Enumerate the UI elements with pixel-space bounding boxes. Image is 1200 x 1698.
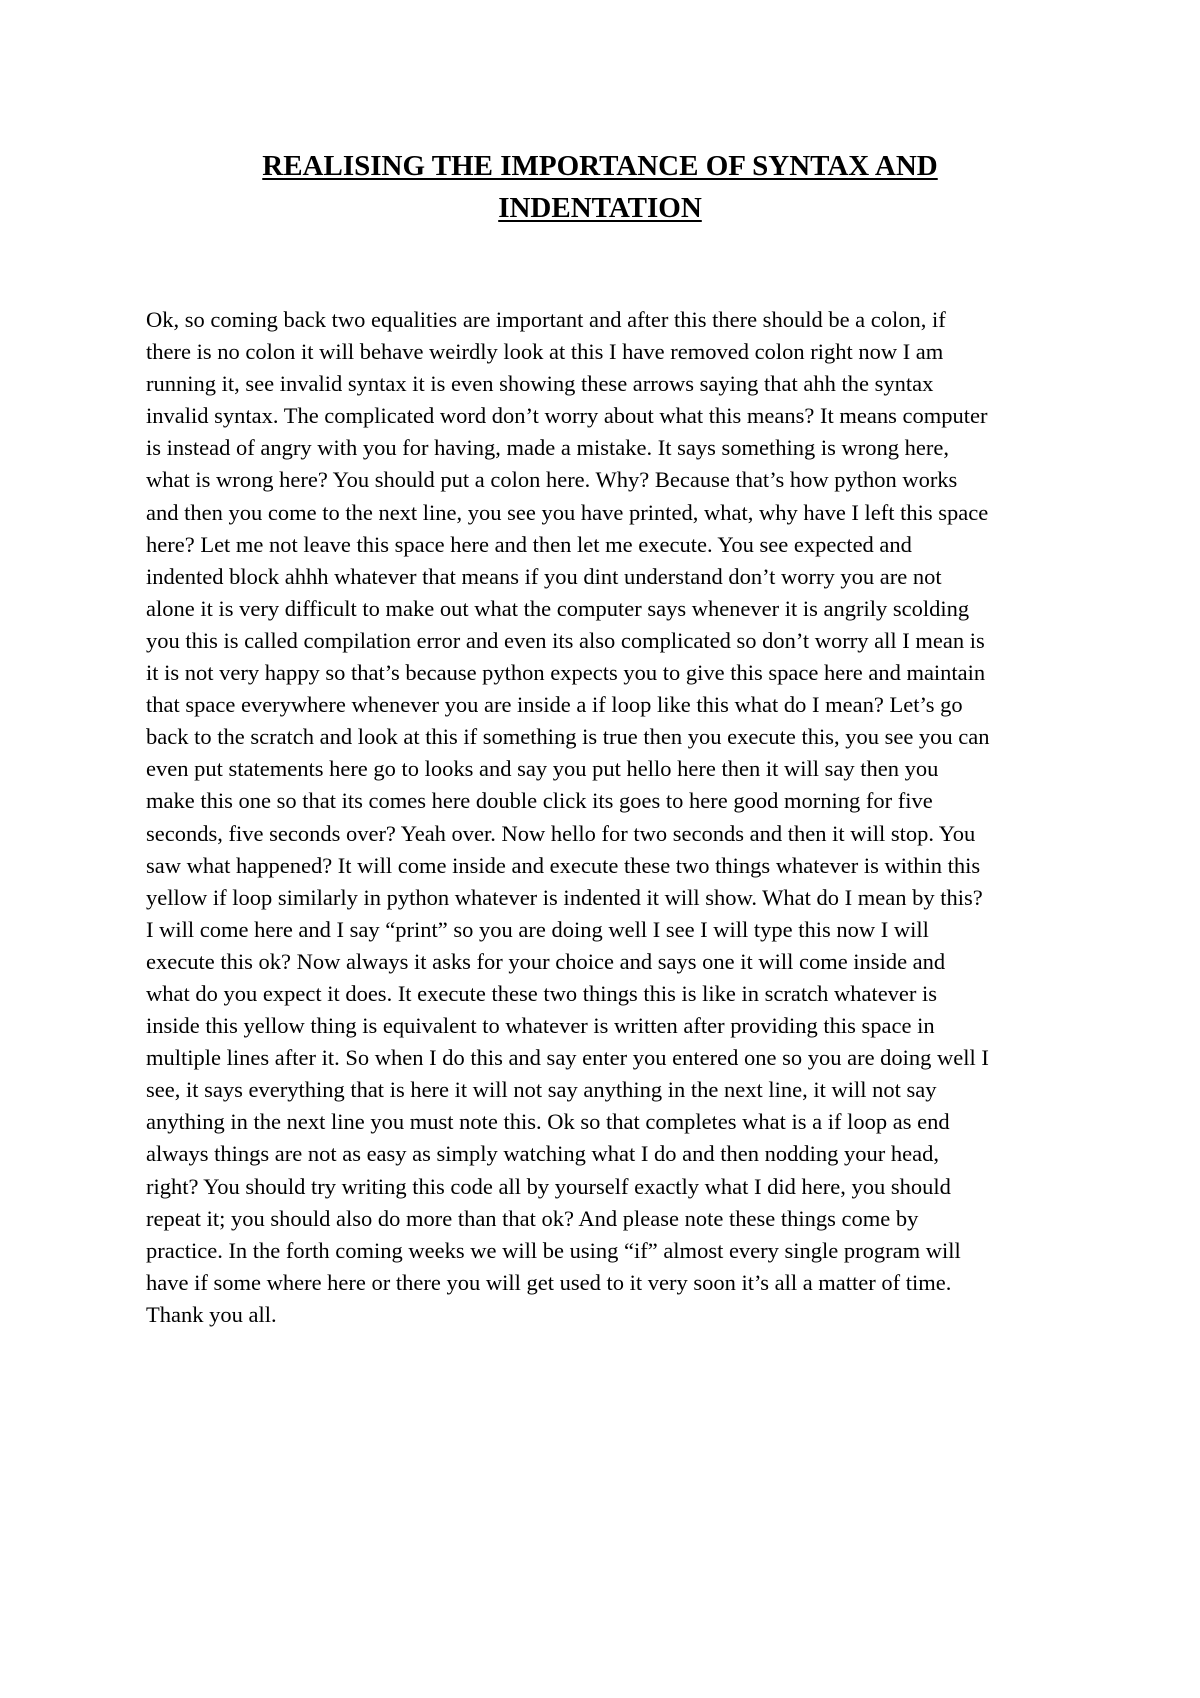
paragraph-line: is instead of angry with you for having, made a mistake. It says something is wrong here, (146, 435, 949, 461)
paragraph-line: have if some where here or there you will get used to it very soon it’s all a matter of time. (146, 1269, 952, 1295)
paragraph-line: always things are not as easy as simply watching what I do and then nodding your head, (146, 1141, 939, 1167)
paragraph-line: what do you expect it does. It execute these two things this is like in scratch whatever is (146, 980, 938, 1006)
paragraph-line: multiple lines after it. So when I do this and say enter you entered one so you are doing well I (146, 1045, 989, 1071)
paragraph-line: Thank you all. (146, 1301, 277, 1327)
paragraph-line: inside this yellow thing is equivalent to whatever is written after providing this space in (146, 1013, 935, 1039)
paragraph-line: right? You should try writing this code all by yourself exactly what I did here, you should (146, 1173, 951, 1199)
paragraph-line: alone it is very difficult to make out what the computer says whenever it is angrily scolding (146, 595, 970, 621)
paragraph-line: there is no colon it will behave weirdly look at this I have removed colon right now I am (146, 339, 944, 365)
paragraph-line: even put statements here go to looks and say you put hello here then it will say then you (146, 756, 939, 782)
paragraph-line: anything in the next line you must note this. Ok so that completes what is a if loop as end (146, 1109, 950, 1135)
paragraph-line: here? Let me not leave this space here and then let me execute. You see expected and (146, 531, 912, 557)
paragraph-line: repeat it; you should also do more than that ok? And please note these things come by (146, 1205, 919, 1231)
paragraph-line: and then you come to the next line, you see you have printed, what, why have I left this space (146, 499, 989, 525)
paragraph-line: back to the scratch and look at this if something is true then you execute this, you see you can (146, 724, 990, 750)
paragraph-line: seconds, five seconds over? Yeah over. Now hello for two seconds and then it will stop. You (146, 820, 976, 846)
paragraph-line: Ok, so coming back two equalities are important and after this there should be a colon, if (146, 307, 946, 332)
paragraph-line: practice. In the forth coming weeks we will be using “if” almost every single program will (146, 1237, 961, 1263)
paragraph-line: you this is called compilation error and even its also complicated so don’t worry all I mean is (146, 627, 985, 653)
paragraph-line: that space everywhere whenever you are inside a if loop like this what do I mean? Let’s go (146, 692, 963, 718)
body-paragraph (146, 304, 1076, 1331)
title-line-2: INDENTATION (498, 192, 702, 224)
paragraph-line: see, it says everything that is here it will not say anything in the next line, it will not say (146, 1077, 937, 1103)
page-title (200, 145, 1000, 229)
paragraph-line: running it, see invalid syntax it is even showing these arrows saying that ahh the syntax (146, 371, 934, 397)
paragraph-line: what is wrong here? You should put a colon here. Why? Because that’s how python works (146, 467, 958, 493)
paragraph-line: yellow if loop similarly in python whatever is indented it will show. What do I mean by this? (146, 884, 983, 910)
paragraph-line: invalid syntax. The complicated word don’t worry about what this means? It means computer (146, 403, 988, 429)
title-line-1: REALISING THE IMPORTANCE OF SYNTAX AND (262, 150, 938, 182)
paragraph-line: indented block ahhh whatever that means if you dint understand don’t worry you are not (146, 563, 942, 589)
paragraph-line: it is not very happy so that’s because python expects you to give this space here and maintain (146, 660, 986, 686)
paragraph-line: saw what happened? It will come inside and execute these two things whatever is within this (146, 852, 981, 878)
paragraph-line: execute this ok? Now always it asks for your choice and says one it will come inside and (146, 948, 946, 974)
paragraph-line: I will come here and I say “print” so you are doing well I see I will type this now I will (146, 916, 929, 942)
paragraph-line: make this one so that its comes here double click its goes to here good morning for five (146, 788, 933, 814)
